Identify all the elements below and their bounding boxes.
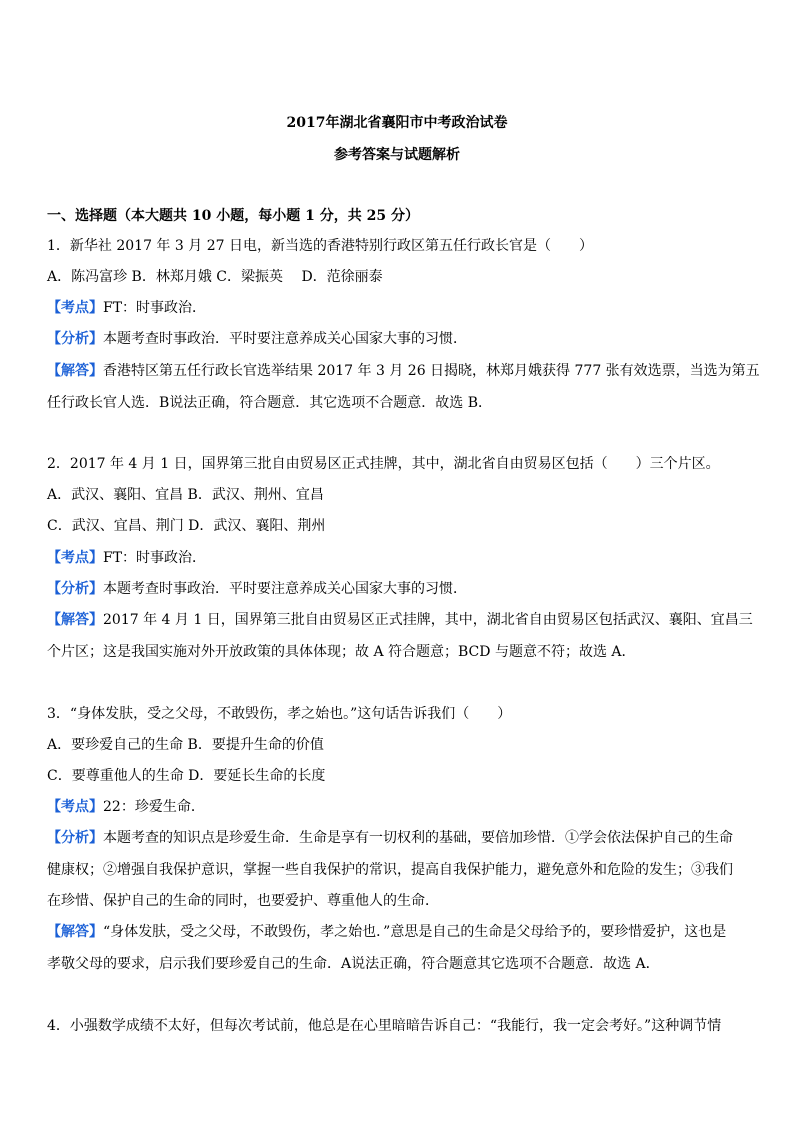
kaodian-tag: 【考点】 — [47, 550, 103, 566]
jieda-tag: 【解答】 — [47, 363, 103, 379]
question-3-stem: 3．“身体发肤，受之父母，不敢毁伤，孝之始也。”这句话告诉我们（ ） — [47, 706, 512, 722]
question-3-jieda — [47, 922, 747, 942]
question-1-jieda — [47, 361, 760, 381]
question-2-fenxi — [47, 579, 747, 599]
fenxi-text: 本题考查时事政治．平时要注意养成关心国家大事的习惯． — [103, 331, 467, 347]
question-3-options-1: A．要珍爱自己的生命 B．要提升生命的价值 — [47, 737, 324, 753]
question-1-stem: 1．新华社 2017 年 3 月 27 日电，新当选的香港特别行政区第五任行政长官是（ ） — [47, 238, 593, 254]
question-2-jieda-cont: 个片区；这是我国实施对外开放政策的具体体现；故 A 符合题意；BCD 与题意不符；故选 A． — [47, 644, 636, 660]
jieda-tag: 【解答】 — [47, 924, 103, 940]
question-2-options-1: A．武汉、襄阳、宜昌 B．武汉、荆州、宜昌 — [47, 487, 324, 503]
question-2-options-2: C．武汉、宜昌、荆门 D．武汉、襄阳、荆州 — [47, 518, 326, 534]
document-subtitle: 参考答案与试题解析 — [334, 147, 460, 163]
kaodian-text: FT：时事政治． — [103, 300, 207, 316]
jieda-text: “身体发肤，受之父母，不敢毁伤，孝之始也．”意思是自己的生命是父母给予的，要珍惜爱护，这也是 — [103, 924, 727, 940]
question-1-jieda-cont: 任行政长官人选．B说法正确，符合题意．其它选项不合题意．故选 B． — [47, 395, 493, 411]
fenxi-text: 本题考查的知识点是珍爱生命．生命是享有一切权利的基础，要倍加珍惜．①学会依法保护自己的生命 — [103, 830, 733, 846]
question-1-options: A．陈冯富珍 B．林郑月娥 C．梁振英 D．范徐丽泰 — [47, 269, 383, 285]
question-3-fenxi-cont-2: 在珍惜、保护自己的生命的同时，也要爱护、尊重他人的生命． — [47, 893, 439, 909]
question-2-stem: 2．2017 年 4 月 1 日，国界第三批自由贸易区正式挂牌，其中，湖北省自由贸易区包括（ ）三个片区。 — [47, 456, 720, 472]
question-1-kaodian — [47, 298, 747, 318]
kaodian-tag: 【考点】 — [47, 799, 103, 815]
fenxi-text: 本题考查时事政治．平时要注意养成关心国家大事的习惯． — [103, 581, 467, 597]
question-2-kaodian — [47, 548, 747, 568]
fenxi-tag: 【分析】 — [47, 331, 103, 347]
question-3-kaodian — [47, 797, 747, 817]
jieda-text: 2017 年 4 月 1 日，国界第三批自由贸易区正式挂牌，其中，湖北省自由贸易区包括武汉、襄阳、宜昌三 — [103, 612, 753, 628]
jieda-text: 香港特区第五任行政长官选举结果 2017 年 3 月 26 日揭晓，林郑月娥获得 777 张有效选票，当选为第五 — [103, 363, 760, 379]
kaodian-text: 22：珍爱生命． — [103, 799, 205, 815]
question-3-fenxi-cont-1: 健康权；②增强自我保护意识，掌握一些自我保护的常识，提高自我保护能力，避免意外和危险的发生；③我们 — [47, 862, 733, 878]
kaodian-text: FT：时事政治． — [103, 550, 207, 566]
document-title: 2017年湖北省襄阳市中考政治试卷 — [286, 115, 508, 131]
fenxi-tag: 【分析】 — [47, 830, 103, 846]
question-3-fenxi — [47, 828, 747, 848]
question-1-fenxi — [47, 329, 747, 349]
question-4-stem: 4．小强数学成绩不太好，但每次考试前，他总是在心里暗暗告诉自己：“我能行，我一定会考好。”这种调节情 — [47, 1018, 722, 1034]
kaodian-tag: 【考点】 — [47, 300, 103, 316]
question-2-jieda — [47, 610, 753, 630]
fenxi-tag: 【分析】 — [47, 581, 103, 597]
jieda-tag: 【解答】 — [47, 612, 103, 628]
section-heading: 一、选择题（本大题共 10 小题，每小题 1 分，共 25 分） — [47, 208, 419, 224]
question-3-jieda-cont: 孝敬父母的要求，启示我们要珍爱自己的生命．A说法正确，符合题意其它选项不合题意．故选 A． — [47, 956, 660, 972]
question-3-options-2: C．要尊重他人的生命 D．要延长生命的长度 — [47, 768, 326, 784]
